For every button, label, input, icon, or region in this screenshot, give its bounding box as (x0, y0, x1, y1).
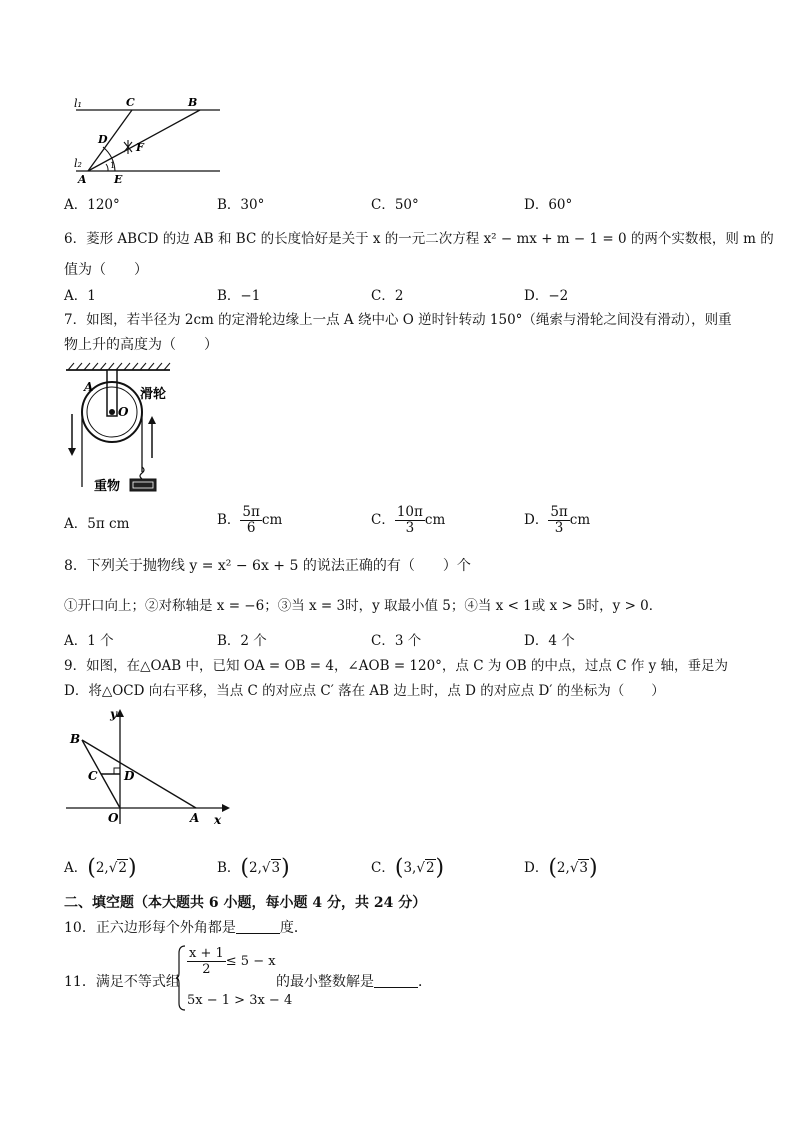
q9-option-b: B．(2,√3) (217, 855, 290, 881)
q9-option-c: C．(3,√2) (371, 855, 445, 881)
label-a: A (190, 811, 200, 825)
label-weight: 重物 (94, 479, 121, 494)
angle-mark-1 (106, 164, 108, 171)
q9-stem-line1: 9．如图，在△OAB 中，已知 OA = OB = 4，∠AOB = 120°，点 C 为 OB 的中点，过点 C 作 y 轴，垂足为 (64, 658, 729, 674)
right-angle-mark (114, 768, 120, 774)
ceiling-hatch (68, 363, 170, 370)
label-b: B (70, 732, 81, 746)
q5-option-b: B．30° (217, 197, 265, 213)
q11-brace (176, 945, 186, 1011)
q5-figure (70, 95, 230, 187)
q11-before: 11．满足不等式组 (64, 974, 180, 990)
pulley-axle (109, 409, 115, 415)
label-y: y (110, 707, 117, 721)
arrow-up-icon (148, 416, 156, 458)
q7-pulley-figure (64, 362, 174, 497)
q7-option-c: C． $\frac{10\pi}{3}$ cm (371, 504, 446, 536)
label-o: O (108, 811, 119, 825)
q8-option-d: D．4 个 (524, 633, 575, 649)
y-axis-arrow (116, 709, 124, 717)
label-b: B (188, 96, 198, 109)
q6-option-c: C．2 (371, 288, 404, 304)
label-l1: l₁ (74, 97, 82, 110)
q11-answer-blank[interactable] (374, 973, 418, 988)
q8-option-c: C．3 个 (371, 633, 422, 649)
q11-after: 的最小整数解是 ． (276, 974, 432, 990)
q6-option-b: B．−1 (217, 288, 261, 304)
segment-ba (82, 740, 196, 808)
q7-option-b: B． $\frac{5\pi}{6}$ cm (217, 504, 283, 536)
q5-option-a: A．120° (64, 197, 120, 213)
label-o: O (118, 405, 129, 419)
label-angle-1: 1 (110, 161, 116, 170)
q9-stem-line2: D．将△OCD 向右平移，当点 C 的对应点 C′ 落在 AB 边上时，点 D 的对应点 D′ 的坐标为（ ） (64, 683, 665, 699)
q5-option-d: D．60° (524, 197, 573, 213)
label-f: F (136, 141, 144, 154)
q11-inequality-1: $\frac{x + 1}{2}$ ≤ 5 − x (189, 946, 276, 977)
q10-answer-blank[interactable] (236, 919, 280, 934)
section-2-title: 二、填空题（本大题共 6 小题，每小题 4 分，共 24 分） (64, 895, 427, 911)
label-a: A (78, 173, 87, 186)
q6-option-d: D．−2 (524, 288, 569, 304)
q7-stem-line2: 物上升的高度为（ ） (64, 337, 218, 353)
label-c: C (126, 96, 135, 109)
label-x: x (214, 813, 222, 827)
label-d: D (124, 769, 135, 783)
label-l2: l₂ (74, 157, 82, 170)
label-a: A (84, 380, 94, 394)
q9-option-d: D．(2,√3) (524, 855, 598, 881)
q7-option-a: A．5π cm (64, 516, 130, 532)
q8-stem-line1: 8．下列关于抛物线 y = x² − 6x + 5 的说法正确的有（ ）个 (64, 558, 471, 574)
x-axis-arrow (222, 804, 230, 812)
label-pulley: 滑轮 (140, 387, 167, 402)
label-c: C (88, 769, 98, 783)
q7-option-d: D． $\frac{5\pi}{3}$ cm (524, 504, 591, 536)
q9-option-a: A．(2,√2) (64, 855, 137, 881)
label-e: E (114, 173, 123, 186)
label-d: D (98, 133, 108, 146)
q6-stem-line1: 6．菱形 ABCD 的边 AB 和 BC 的长度恰好是关于 x 的一元二次方程 x² − mx + m − 1 = 0 的两个实数根，则 m 的 (64, 231, 774, 247)
weight-block (130, 479, 156, 491)
q6-stem-line2: 值为（ ） (64, 262, 148, 278)
arrow-down-icon (68, 414, 76, 456)
q5-option-c: C．50° (371, 197, 419, 213)
q6-option-a: A．1 (64, 288, 96, 304)
q8-option-b: B．2 个 (217, 633, 267, 649)
q9-figure (64, 704, 234, 828)
q7-stem-line1: 7．如图，若半径为 2cm 的定滑轮边缘上一点 A 绕中心 O 逆时针转动 150°（绳索与滑轮之间没有滑动），则重 (64, 312, 732, 328)
q11-inequality-2: 5x − 1 > 3x − 4 (187, 993, 293, 1008)
q10: 10．正六边形每个外角都是 度． (64, 920, 308, 936)
q8-stem-line2: ①开口向上；②对称轴是 x = −6；③当 x = 3时，y 取最小值 5；④当 x < 1或 x > 5时，y > 0． (64, 598, 663, 614)
q8-option-a: A．1 个 (64, 633, 114, 649)
